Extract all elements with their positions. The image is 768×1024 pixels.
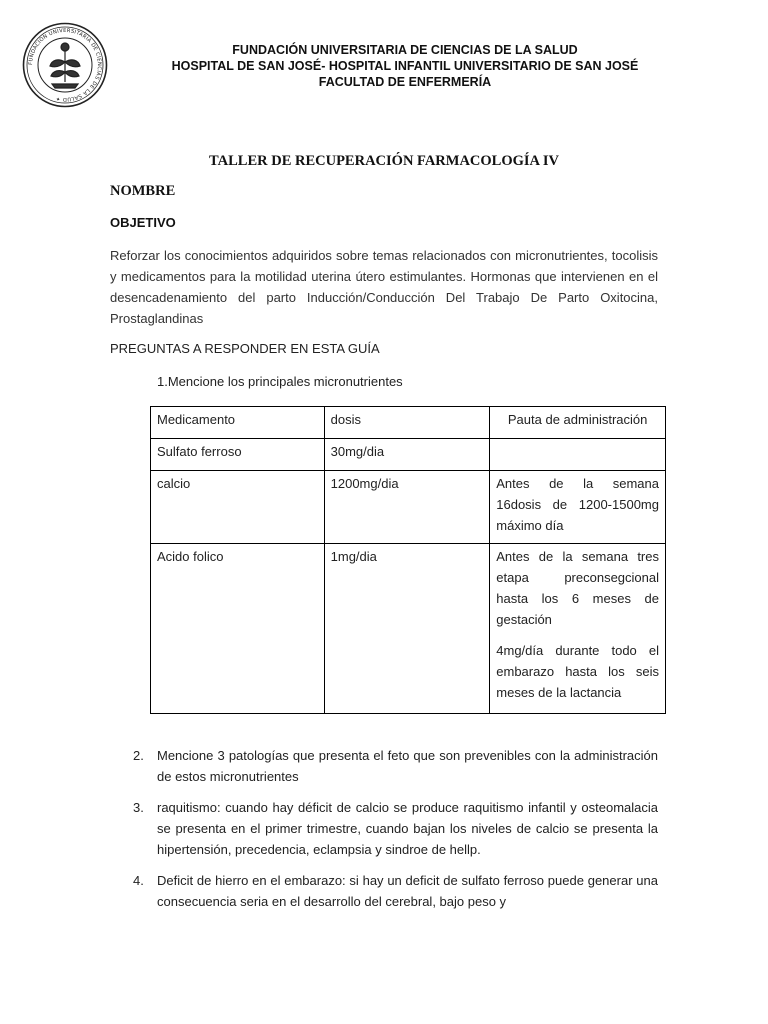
list-item xyxy=(110,797,658,860)
question-1: 1.Mencione los principales micronutrientes xyxy=(157,374,403,389)
objetivo-heading: OBJETIVO xyxy=(110,215,176,230)
question-text: raquitismo: cuando hay déficit de calcio se produce raquitismo infantil y osteomalacia se presenta en el primer trimestre, cuando bajan los niveles de calcio se presenta la hipertensión, precedencia, eclampsia y sindroe de hellp. xyxy=(157,800,658,857)
table-cell-dosis: 1200mg/dia xyxy=(324,471,490,544)
table-cell-pauta xyxy=(490,544,666,714)
table-cell-medicamento: Acido folico xyxy=(151,544,325,714)
question-text: Mencione 3 patologías que presenta el feto que son prevenibles con la administración de estos micronutrientes xyxy=(157,748,658,784)
question-number: 4. xyxy=(133,873,144,888)
table-header-cell: Pauta de administración xyxy=(490,407,666,439)
university-seal-icon xyxy=(22,22,108,108)
question-number: 2. xyxy=(133,748,144,763)
nombre-label: NOMBRE xyxy=(110,183,176,199)
objetivo-paragraph: Reforzar los conocimientos adquiridos sobre temas relacionados con micronutrientes, tocolisis y medicamentos para la motilidad uterina útero estimulantes. Hormonas que intervienen en el desencadenamiento del parto Inducción/Conducción Del Trabajo De Parto Oxitocina, Prostaglandinas xyxy=(110,248,658,326)
question-number: 3. xyxy=(133,800,144,815)
pauta-text: Antes de la semana tres etapa preconsegcional hasta los 6 meses de gestación xyxy=(496,549,659,627)
pauta-text: Antes de la semana 16dosis de 1200-1500mg máximo día xyxy=(496,476,659,533)
header-line-2: HOSPITAL DE SAN JOSÉ- HOSPITAL INFANTIL UNIVERSITARIO DE SAN JOSÉ xyxy=(171,59,639,73)
table-cell-dosis: 30mg/dia xyxy=(324,439,490,471)
table-row xyxy=(151,544,666,714)
table-header-row xyxy=(151,407,666,439)
table-cell-pauta xyxy=(490,471,666,544)
preguntas-heading: PREGUNTAS A RESPONDER EN ESTA GUÍA xyxy=(110,341,380,356)
list-item xyxy=(110,745,658,787)
question-text: Deficit de hierro en el embarazo: si hay un deficit de sulfato ferroso puede generar una consecuencia seria en el desarrollo del cerebral, bajo peso y xyxy=(157,873,658,909)
question-list xyxy=(110,745,658,922)
pauta-text: 4mg/día durante todo el embarazo hasta los seis meses de la lactancia xyxy=(496,643,659,700)
header-line-1: FUNDACIÓN UNIVERSITARIA DE CIENCIAS DE LA SALUD xyxy=(232,43,578,57)
table-header-cell: dosis xyxy=(324,407,490,439)
list-item xyxy=(110,870,658,912)
table-cell-dosis: 1mg/dia xyxy=(324,544,490,714)
header-line-3: FACULTAD DE ENFERMERÍA xyxy=(318,75,492,89)
document-title: TALLER DE RECUPERACIÓN FARMACOLOGÍA IV xyxy=(209,153,559,169)
table-cell-pauta xyxy=(490,439,666,471)
table-row xyxy=(151,471,666,544)
table-header-cell: Medicamento xyxy=(151,407,325,439)
micronutrients-table xyxy=(150,406,666,714)
svg-text:FUNDACIÓN UNIVERSITARIA DE CIE: FUNDACIÓN UNIVERSITARIA DE CIENCIAS DE LA SALUD ✦ xyxy=(27,27,103,103)
institution-header xyxy=(130,42,680,90)
table-row xyxy=(151,439,666,471)
table-cell-medicamento: calcio xyxy=(151,471,325,544)
table-cell-medicamento: Sulfato ferroso xyxy=(151,439,325,471)
